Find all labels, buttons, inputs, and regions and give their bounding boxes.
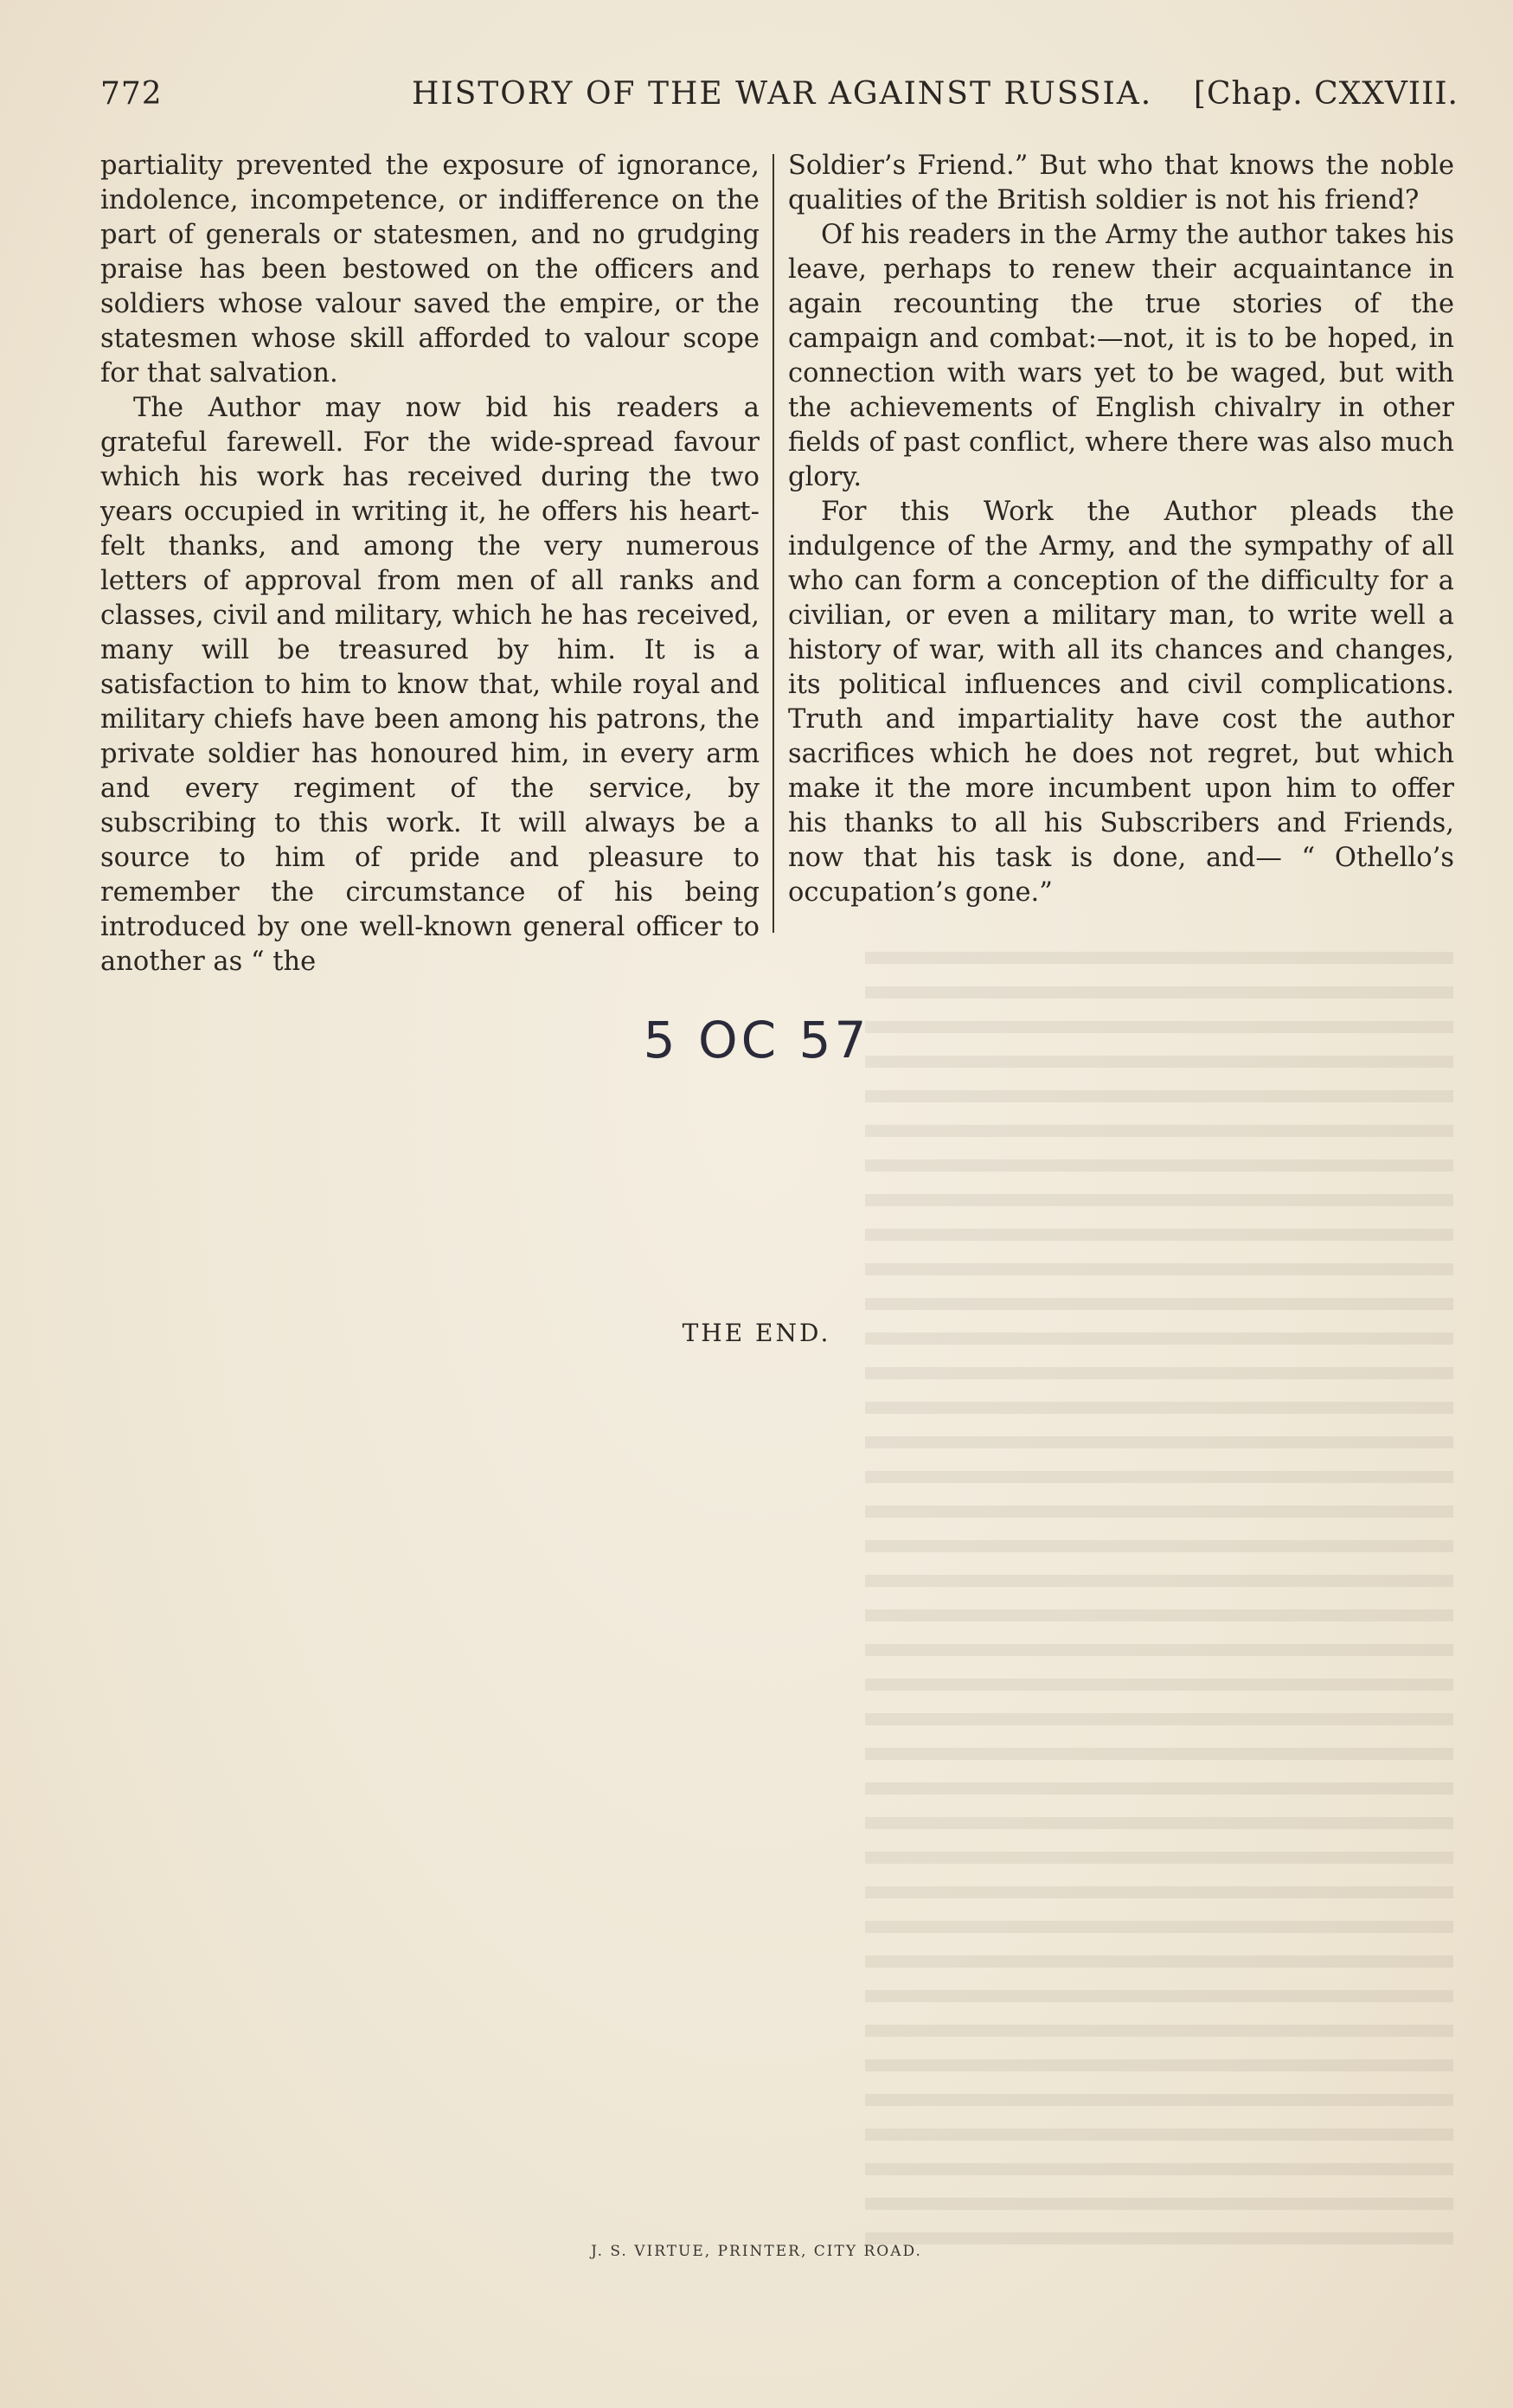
- printer-imprint: J. S. VIRTUE, PRINTER, CITY ROAD.: [591, 2243, 922, 2260]
- page-number: 772: [100, 76, 163, 112]
- paragraph: The Author may now bid his readers a grateful farewell. For the wide-spread favour which his work has received during the two years occupied in writing it, he offers his heart-felt thanks, and among the very numerous letters of approval from men of all ranks and classes, civil and military, which he has received, many will be treasured by him. It is a satisfaction to him to know that, while royal and military chiefs have been among his patrons, the private soldier has honoured him, in every arm and every regiment of the service, by subscribing to this work. It will always be a source to him of pride and pleasure to remember the circumstance of his being introduced by one well-known general officer to another as “ the: [100, 393, 760, 977]
- date-stamp: 5 OC 57: [643, 1011, 870, 1069]
- the-end-label: THE END.: [682, 1319, 831, 1347]
- left-column: [100, 149, 760, 979]
- paragraph: Soldier’s Friend.” But who that knows the noble qualities of the British soldier is not his friend?: [788, 151, 1454, 215]
- chapter-label: [Chap. CXXVIII.: [1193, 76, 1459, 112]
- column-divider: [773, 154, 774, 933]
- paragraph: partiality prevented the exposure of ignorance, indolence, incompetence, or indifference on the part of generals or statesmen, and no grudging praise has been bestowed on the officers and soldiers whose valour saved the empire, or the statesmen whose skill afforded to valour scope for that salvation.: [100, 151, 760, 388]
- paragraph: For this Work the Author pleads the indulgence of the Army, and the sympathy of all who can form a conception of the difficulty for a civilian, or even a military man, to write well a history of war, with all its chances and changes, its political influences and civil complications. Truth and impartiality have cost the author sacrifices which he does not regret, but which make it the more incumbent upon him to offer his thanks to all his Subscribers and Friends, now that his task is done, and— “ Othello’s occupation’s gone.”: [788, 497, 1454, 908]
- running-head: [100, 76, 1459, 119]
- bleed-through-texture: [865, 952, 1453, 2250]
- running-title: HISTORY OF THE WAR AGAINST RUSSIA.: [412, 76, 1153, 112]
- right-column: [788, 149, 1454, 910]
- paragraph: Of his readers in the Army the author takes his leave, perhaps to renew their acquaintance in again recounting the true stories of the campaign and combat:—not, it is to be hoped, in connection with wars yet to be waged, but with the achievements of English chivalry in other fields of past conflict, where there was also much glory.: [788, 220, 1454, 492]
